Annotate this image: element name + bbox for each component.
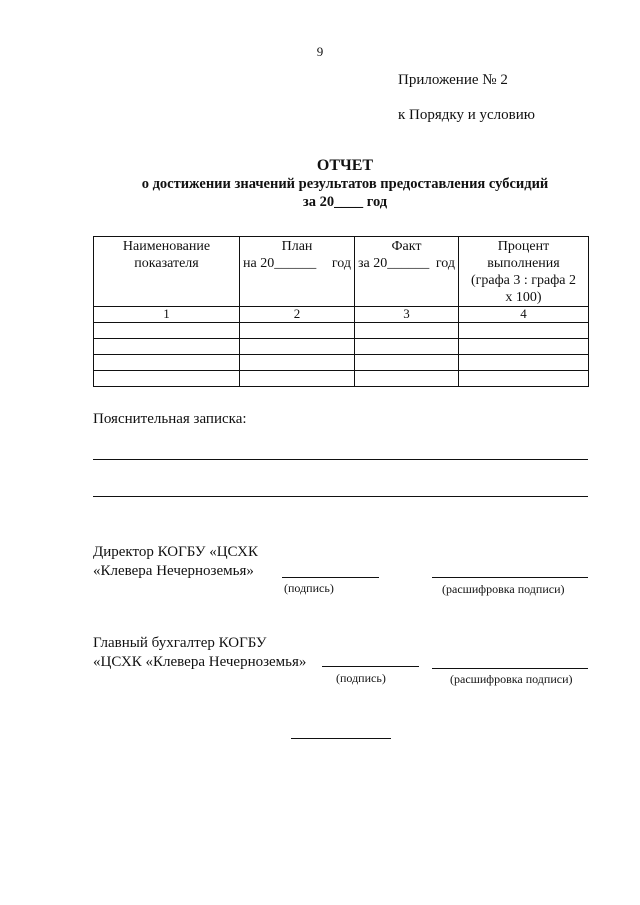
- table-row: [94, 371, 589, 387]
- column-number-row: [94, 307, 589, 323]
- table-cell[interactable]: [94, 355, 240, 371]
- signature-decode-caption: (расшифровка подписи): [442, 582, 565, 596]
- column-number: 4: [459, 307, 589, 323]
- table-cell[interactable]: [459, 323, 589, 339]
- signature-decode-line[interactable]: [432, 577, 588, 578]
- header-fact: Факт за 20______ год: [355, 237, 459, 307]
- signature-decode-caption: (расшифровка подписи): [450, 672, 573, 686]
- table-cell[interactable]: [459, 355, 589, 371]
- signature-caption: (подпись): [284, 581, 334, 595]
- note-line[interactable]: [93, 496, 588, 497]
- table-row: [94, 339, 589, 355]
- table-cell[interactable]: [459, 371, 589, 387]
- signature-caption: (подпись): [336, 671, 386, 685]
- header-plan: План на 20______ год: [240, 237, 355, 307]
- table-cell[interactable]: [240, 371, 355, 387]
- table-cell[interactable]: [240, 355, 355, 371]
- table-cell[interactable]: [240, 323, 355, 339]
- table-cell[interactable]: [240, 339, 355, 355]
- table-cell[interactable]: [94, 371, 240, 387]
- report-year-line: за 20____ год: [302, 194, 388, 210]
- end-divider: [291, 738, 391, 739]
- chief-accountant-position: Главный бухгалтер КОГБУ «ЦСХК «Клевера Нечерноземья»: [93, 635, 307, 670]
- table-cell[interactable]: [94, 339, 240, 355]
- report-subtitle: о достижении значений результатов предоставления субсидий: [141, 176, 549, 192]
- table-row: [94, 355, 589, 371]
- table-cell[interactable]: [355, 355, 459, 371]
- table-cell[interactable]: [355, 339, 459, 355]
- signature-line[interactable]: [322, 666, 419, 667]
- report-table: [93, 236, 589, 387]
- director-position: Директор КОГБУ «ЦСХК «Клевера Нечерноземья»: [93, 544, 258, 579]
- column-number: 1: [94, 307, 240, 323]
- signature-decode-line[interactable]: [432, 668, 588, 669]
- note-line[interactable]: [93, 459, 588, 460]
- signature-line[interactable]: [282, 577, 379, 578]
- column-number: 2: [240, 307, 355, 323]
- column-number: 3: [355, 307, 459, 323]
- report-heading: [100, 157, 590, 211]
- table-row: [94, 323, 589, 339]
- page-number: 9: [316, 44, 324, 59]
- table-header-row: [94, 237, 589, 307]
- appendix-title: Приложение № 2: [398, 72, 508, 88]
- appendix-subtitle: к Порядку и условию: [398, 107, 535, 123]
- table-cell[interactable]: [94, 323, 240, 339]
- table-cell[interactable]: [355, 371, 459, 387]
- table-cell[interactable]: [355, 323, 459, 339]
- header-indicator-name: Наименование показателя: [94, 237, 240, 307]
- table-cell[interactable]: [459, 339, 589, 355]
- header-percent: Процент выполнения (графа 3 : графа 2 х 100): [459, 237, 589, 307]
- explanatory-note-label: Пояснительная записка:: [93, 411, 247, 427]
- report-title: ОТЧЕТ: [316, 157, 374, 174]
